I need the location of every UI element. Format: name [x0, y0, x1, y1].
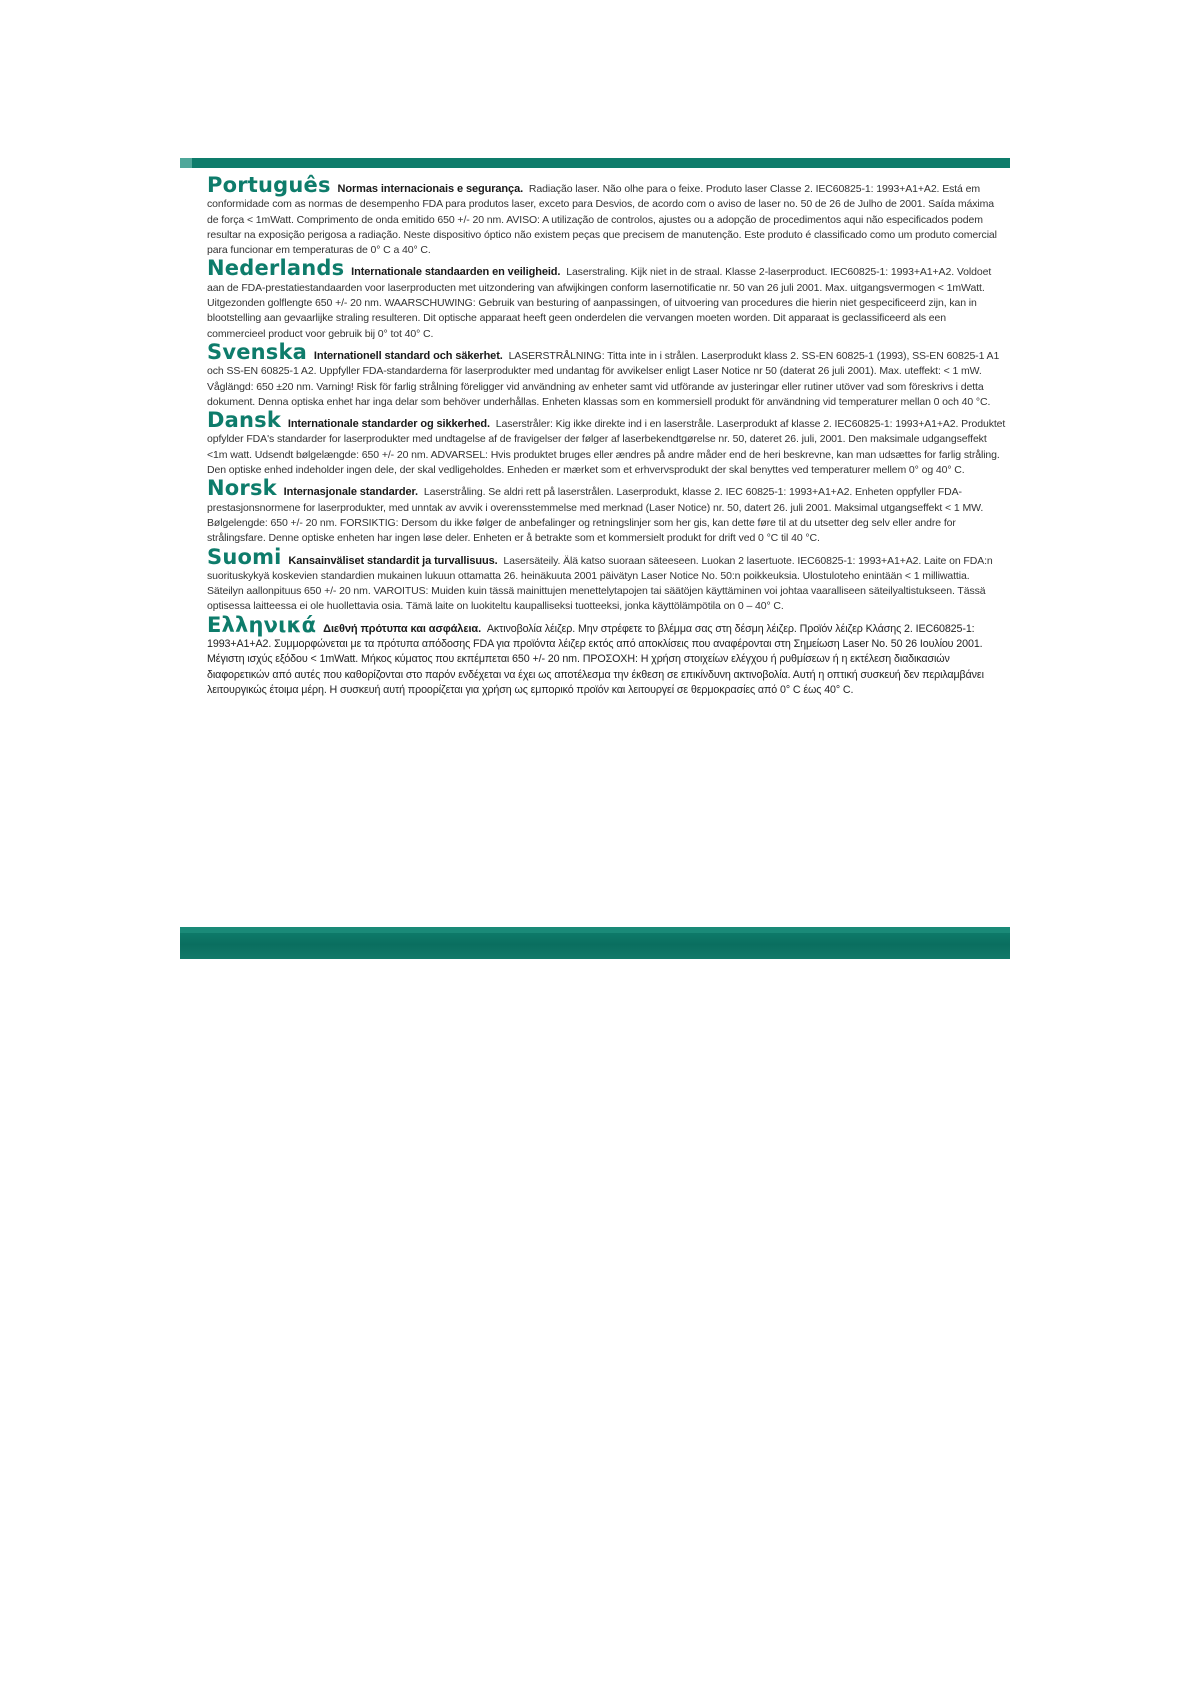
top-accent-bar — [180, 158, 1010, 168]
section-ellinika — [207, 612, 1007, 698]
language-title: Ελληνικά — [207, 612, 317, 637]
section-body: Laserstråler: Kig ikke direkte ind i en laserstråle. Laserprodukt af klasse 2. IEC60825-1: 1993+A1+A2. Produktet opfylder FDA's standarder for laserprodukter med undtagelse af de fravigelser der følger af laserbekendtgørelse nr. 50, dateret 26. juli, 2001. Den maksimale udgangseffekt <1m watt. Udsendt bølgelængde: 650 +/- 20 nm. ADVARSEL: Hvis produktet bruges eller ændres på andre måder end de heri beskrevne, kan man udsættes for farlig stråling. Den optiske enhed indeholder ingen dele, der skal vedligeholdes. Enheden er mærket som et erhvervsprodukt der skal benyttes ved temperaturer mellem 0° og 40° C. — [207, 418, 1006, 477]
section-heading: Internationale standarder og sikkerhed. — [287, 418, 490, 431]
section-nederlands — [207, 256, 1007, 341]
section-portugues — [207, 173, 1007, 258]
section-dansk — [207, 408, 1007, 478]
section-heading: Normas internacionais e segurança. — [337, 183, 524, 195]
section-heading: Διεθνή πρότυπα και ασφάλεια. — [323, 622, 482, 635]
section-heading: Internationell standard och säkerhet. — [313, 349, 503, 362]
language-title: Svenska — [207, 339, 308, 364]
language-title: Português — [207, 173, 331, 197]
section-heading: Internasjonale standarder. — [283, 486, 418, 499]
section-body: LASERSTRÅLNING: Titta inte in i strålen. Laserprodukt klass 2. SS-EN 60825-1 (1993), SS-EN 60825-1 A1 och SS-EN 60825-1 A2. Uppfyller FDA-standarderna för laserprodukter med undantag för avvikelser enligt Laser Notice nr 50 (daterat 26 juli 2001). Max. uteffekt: < 1 mW. Våglängd: 650 ±20 nm. Varning! Risk för farlig strålning föreligger vid användning av enheter samt vid utförande av justeringar eller rutiner utöver vad som föreskrivs i detta dokument. Denna optiska enhet har inga delar som behöver underhållas. Enheten klassas som en kommersiell produkt för användning vid temperaturer mellan 0 och 40 °C. — [207, 349, 1000, 408]
language-title: Norsk — [207, 476, 277, 501]
language-title: Dansk — [207, 408, 282, 433]
section-suomi — [207, 544, 1007, 615]
section-svenska — [207, 339, 1007, 410]
section-body: Lasersäteily. Älä katso suoraan säteeseen. Luokan 2 lasertuote. IEC60825-1: 1993+A1+A2. Laite on FDA:n suorituskykyä koskevien standardien mukainen lukuun ottamatta 26. heinäkuuta 2001 päivätyn Laser Notice No. 50:n poikkeuksia. Ulostuloteho enintään < 1 milliwattia. Säteilyn aallonpituus 650 +/- 20 nm. VAROITUS: Muiden kuin tässä mainittujen menettelytapojen tai säätöjen käyttäminen voi johtaa vaaralliseen säteilyaltistukseen. Tässä optisessa laitteessa ei ole huollettavia osia. Tämä laite on luokiteltu kaupalliseksi tuotteeksi, jonka käyttölämpötila on 0 – 40° C. — [207, 554, 993, 613]
section-body: Ακτινοβολία λέιζερ. Μην στρέφετε το βλέμμα σας στη δέσμη λέιζερ. Προϊόν λέιζερ Κλάσης 2. IEC60825-1: 1993+A1+A2. Συμμορφώνεται με τα πρότυπα απόδοσης FDA για προϊόντα λέιζερ εκτός από αποκλίσεις που αναφέρονται στη Σημείωση Laser No. 50 26 Ιουλίου 2001. Μέγιστη ισχύς εξόδου < 1mWatt. Μήκος κύματος που εκπέμπεται 650 +/- 20 nm. ΠΡΟΣΟΧΗ: Η χρήση στοιχείων ελέγχου ή ρυθμίσεων ή η εκτέλεση διαδικασιών διαφορετικών από αυτές που καθορίζονται στο παρόν ενδέχεται να έχει ως αποτέλεσμα την έκθεση σε επικίνδυνη ακτινοβολία. Αυτή η οπτική συσκευή δεν περιλαμβάνει λειτουργικώς έτοιμα μέρη. Η συσκευή αυτή προορίζεται για χρήση ως εμπορικό προϊόν και λειτουργεί σε θερμοκρασίες από 0° C έως 40° C. — [207, 622, 984, 696]
language-title: Nederlands — [207, 256, 345, 281]
section-body: Laserstraling. Kijk niet in de straal. Klasse 2-laserproduct. IEC60825-1: 1993+A1+A2. Voldoet aan de FDA-prestatiestandaarden voor laserproducten met uitzondering van afwijkingen conform lasernotificatie nr. 50 van 26 juli 2001. Max. uitgangsvermogen < 1mWatt. Uitgezonden golflengte 650 +/- 20 nm. WAARSCHUWING: Gebruik van besturing of aanpassingen, of uitvoering van procedures die hierin niet gespecificeerd zijn, kan in blootstelling aan gevaarlijke straling resulteren. Dit optische apparaat heeft geen onderdelen die vervangen moeten worden. Dit apparaat is geclassificeerd als een commercieel product voor gebruik bij 0° tot 40° C. — [207, 266, 992, 340]
section-heading: Internationale standaarden en veiligheid. — [351, 266, 561, 279]
language-title: Suomi — [207, 544, 282, 569]
section-norsk — [207, 476, 1007, 546]
laser-safety-notices — [207, 173, 1007, 701]
section-heading: Kansainväliset standardit ja turvallisuus. — [288, 554, 498, 567]
section-body: Laserstråling. Se aldri rett på laserstrålen. Laserprodukt, klasse 2. IEC 60825-1: 1993+A1+A2. Enheten oppfyller FDA-prestasjonsnormene for laserprodukter, med unntak av avvik i overensstemmelse med merknad (Laser Notice) nr. 50, datert 26. juli 2001. Maksimal utgangseffekt < 1 MW. Bølgelengde: 650 +/- 20 nm. FORSIKTIG: Dersom du ikke følger de anbefalinger og retningslinjer som her gis, kan dette føre til at du utsetter deg selv eller andre for strålingsfare. Denne optiske enheten har ingen løse deler. Enheten er å betrakte som et kommersielt produkt for drift ved 0 °C til 40 °C. — [207, 486, 984, 545]
bottom-accent-bar — [180, 927, 1010, 959]
section-body: Radiação laser. Não olhe para o feixe. Produto laser Classe 2. IEC60825-1: 1993+A1+A2. Está em conformidade com as normas de desempenho FDA para produtos laser, exceto para Desvios, de acordo com o aviso de laser no. 50 de 26 de Julho de 2001. Saída máxima de força < 1mWatt. Comprimento de onda emitido 650 +/- 20 nm. AVISO: A utilização de controlos, ajustes ou a adopção de procedimentos aqui não especificados podem resultar na exposição perigosa a radiação. Neste dispositivo óptico não existem peças que precisem de manutenção. Este produto é classificado como um produto comercial para funcionar em temperaturas de 0° C a 40° C. — [207, 183, 997, 257]
